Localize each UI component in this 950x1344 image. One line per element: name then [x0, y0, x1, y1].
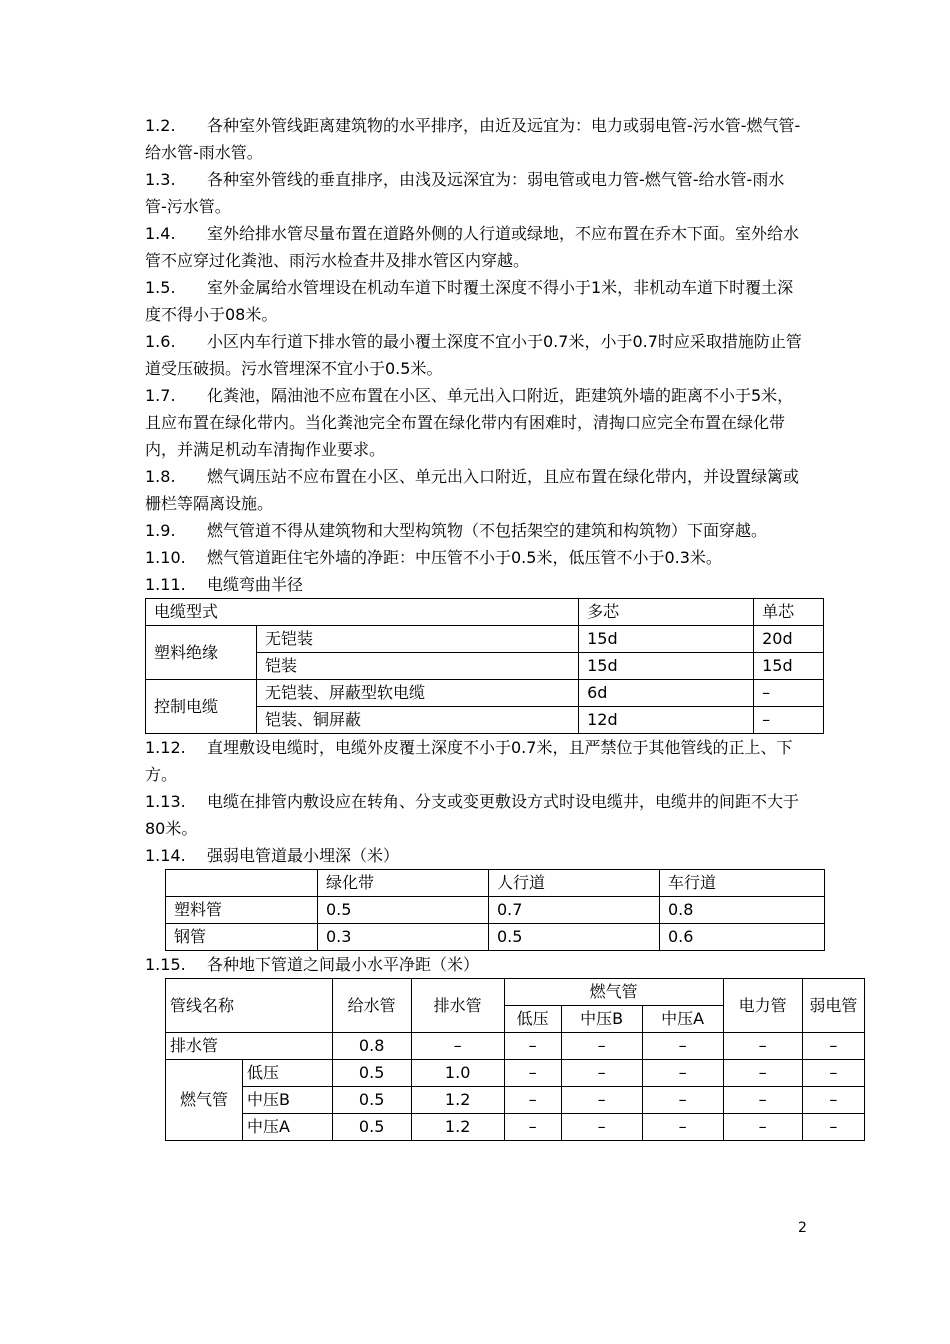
table-cell: 6d [579, 680, 754, 707]
table-header-row [166, 870, 825, 897]
table-header-cell: 管线名称 [166, 979, 333, 1033]
paragraph-text: 燃气管道不得从建筑物和大型构筑物（不包括架空的建筑和构筑物）下面穿越。 [207, 521, 768, 540]
paragraph-text: 电缆在排管内敷设应在转角、分支或变更敷设方式时设电缆井，电缆井的间距不大于80米。 [145, 792, 800, 838]
table-cell: 钢管 [166, 924, 318, 951]
paragraph-number: 1.3. [145, 170, 176, 189]
table-header-cell: 中压B [561, 1006, 642, 1033]
table-header-cell: 中压A [642, 1006, 723, 1033]
table-row [146, 680, 824, 707]
table-header-cell: 电力管 [723, 979, 802, 1033]
table-header-cell: 排水管 [411, 979, 504, 1033]
table-cell: – [754, 707, 824, 734]
paragraph-number: 1.6. [145, 332, 176, 351]
paragraph [145, 328, 805, 382]
table-header-cell: 人行道 [489, 870, 660, 897]
table-row [166, 1060, 865, 1087]
paragraph-number: 1.2. [145, 116, 176, 135]
table-cell: – [411, 1033, 504, 1060]
table-cell: – [642, 1087, 723, 1114]
table-header-cell: 单芯 [754, 599, 824, 626]
paragraph-group-3 [145, 951, 805, 978]
table-header-cell: 低压 [504, 1006, 561, 1033]
paragraph [145, 544, 805, 571]
table-cell: – [723, 1033, 802, 1060]
table-cell: 15d [754, 653, 824, 680]
table-header-cell: 电缆型式 [146, 599, 579, 626]
paragraph-text: 强弱电管道最小埋深（米） [207, 846, 400, 865]
min-burial-depth-table [165, 869, 825, 951]
paragraph-number: 1.10. [145, 548, 186, 567]
paragraph [145, 788, 805, 842]
paragraph-text: 化粪池，隔油池不应布置在小区、单元出入口附近，距建筑外墙的距离不小于5米，且应布置在绿化带内。当化粪池完全布置在绿化带内有困难时，清掏口应完全布置在绿化带内，并满足机动车清掏作业要求。 [145, 386, 794, 459]
paragraph-text: 小区内车行道下排水管的最小覆土深度不宜小于0.7米，小于0.7时应采取措施防止管道受压破损。污水管埋深不宜小于0.5米。 [145, 332, 802, 378]
table-cell: – [802, 1033, 864, 1060]
table-cell: 无铠装 [257, 626, 579, 653]
paragraph-number: 1.12. [145, 738, 186, 757]
table-cell: 中压B [243, 1087, 333, 1114]
table-cell: – [802, 1060, 864, 1087]
table-header-cell: 绿化带 [318, 870, 489, 897]
paragraph-text: 直埋敷设电缆时，电缆外皮覆土深度不小于0.7米，且严禁位于其他管线的正上、下方。 [145, 738, 793, 784]
table-header-row [146, 599, 824, 626]
table-header-cell: 车行道 [660, 870, 825, 897]
paragraph [145, 382, 805, 463]
paragraph-number: 1.11. [145, 575, 186, 594]
table-cell: 中压A [243, 1114, 333, 1141]
table-header-row [166, 979, 865, 1006]
table-cell: 0.7 [489, 897, 660, 924]
table-cell: 1.2 [411, 1087, 504, 1114]
paragraph-group-1 [145, 112, 805, 598]
paragraph [145, 166, 805, 220]
paragraph-number: 1.15. [145, 955, 186, 974]
table-cell: – [504, 1087, 561, 1114]
paragraph-number: 1.14. [145, 846, 186, 865]
table-header-cell: 弱电管 [802, 979, 864, 1033]
paragraph-number: 1.8. [145, 467, 176, 486]
table-header-cell: 多芯 [579, 599, 754, 626]
table-cell: 0.6 [660, 924, 825, 951]
table-cell: – [802, 1087, 864, 1114]
table-cell: – [642, 1033, 723, 1060]
table-row [166, 1114, 865, 1141]
table-cell: 塑料管 [166, 897, 318, 924]
table-cell: – [504, 1060, 561, 1087]
table-cell: 0.5 [318, 897, 489, 924]
paragraph-text: 各种地下管道之间最小水平净距（米） [207, 955, 480, 974]
table-row [166, 1033, 865, 1060]
table-cell: – [504, 1033, 561, 1060]
table-cell: – [504, 1114, 561, 1141]
table-cell: 12d [579, 707, 754, 734]
page-number: 2 [798, 1220, 807, 1236]
paragraph-text: 燃气管道距住宅外墙的净距：中压管不小于0.5米，低压管不小于0.3米。 [207, 548, 722, 567]
table-cell: – [561, 1033, 642, 1060]
document-body [145, 112, 858, 1141]
paragraph-group-2 [145, 734, 805, 869]
paragraph-text: 各种室外管线的垂直排序，由浅及远深宜为：弱电管或电力管-燃气管-给水管-雨水管-污水管。 [145, 170, 785, 216]
table-cell: – [754, 680, 824, 707]
paragraph [145, 951, 805, 978]
paragraph-number: 1.7. [145, 386, 176, 405]
paragraph-text: 室外金属给水管埋设在机动车道下时覆土深度不得小于1米，非机动车道下时覆土深度不得小于08米。 [145, 278, 794, 324]
table-header-cell [166, 870, 318, 897]
pipe-spacing-table [165, 978, 865, 1141]
table-cell: – [802, 1114, 864, 1141]
table-cell: 铠装 [257, 653, 579, 680]
table-cell: 0.5 [332, 1060, 411, 1087]
paragraph [145, 112, 805, 166]
paragraph-text: 各种室外管线距离建筑物的水平排序，由近及远宜为：电力或弱电管-污水管-燃气管-给水管-雨水管。 [145, 116, 801, 162]
table-group-cell: 控制电缆 [146, 680, 257, 734]
table-cell: 铠装、铜屏蔽 [257, 707, 579, 734]
paragraph-number: 1.4. [145, 224, 176, 243]
table-cell: 0.5 [489, 924, 660, 951]
table-cell: 15d [579, 626, 754, 653]
table-group-cell: 塑料绝缘 [146, 626, 257, 680]
table-cell: 15d [579, 653, 754, 680]
table-cell: 0.3 [318, 924, 489, 951]
table-row [146, 626, 824, 653]
paragraph [145, 220, 805, 274]
table-cell: – [642, 1114, 723, 1141]
paragraph-text: 室外给排水管尽量布置在道路外侧的人行道或绿地，不应布置在乔木下面。室外给水管不应穿过化粪池、雨污水检查井及排水管区内穿越。 [145, 224, 800, 270]
table-group-cell: 燃气管 [166, 1060, 243, 1141]
table-cell: 0.5 [332, 1087, 411, 1114]
table-cell: 1.2 [411, 1114, 504, 1141]
table-cell: 0.8 [332, 1033, 411, 1060]
table-cell: – [642, 1060, 723, 1087]
table-header-cell: 给水管 [332, 979, 411, 1033]
cable-bend-radius-table [145, 598, 824, 734]
table-cell: 排水管 [166, 1033, 333, 1060]
table-cell: – [723, 1087, 802, 1114]
table-cell: 20d [754, 626, 824, 653]
table-cell: – [723, 1114, 802, 1141]
paragraph [145, 463, 805, 517]
table-cell: – [561, 1087, 642, 1114]
paragraph-number: 1.13. [145, 792, 186, 811]
table-cell: 低压 [243, 1060, 333, 1087]
paragraph-number: 1.5. [145, 278, 176, 297]
paragraph [145, 734, 805, 788]
table-cell: 0.8 [660, 897, 825, 924]
table-header-cell: 燃气管 [504, 979, 723, 1006]
paragraph [145, 571, 805, 598]
table-cell: 1.0 [411, 1060, 504, 1087]
table-cell: 无铠装、屏蔽型软电缆 [257, 680, 579, 707]
table-row [166, 924, 825, 951]
table-cell: – [561, 1114, 642, 1141]
paragraph-number: 1.9. [145, 521, 176, 540]
table-row [166, 1087, 865, 1114]
paragraph-text: 电缆弯曲半径 [207, 575, 304, 594]
paragraph [145, 517, 805, 544]
paragraph-text: 燃气调压站不应布置在小区、单元出入口附近，且应布置在绿化带内，并设置绿篱或栅栏等隔离设施。 [145, 467, 800, 513]
paragraph [145, 842, 805, 869]
paragraph [145, 274, 805, 328]
table-row [166, 897, 825, 924]
table-cell: 0.5 [332, 1114, 411, 1141]
table-cell: – [561, 1060, 642, 1087]
table-cell: – [723, 1060, 802, 1087]
